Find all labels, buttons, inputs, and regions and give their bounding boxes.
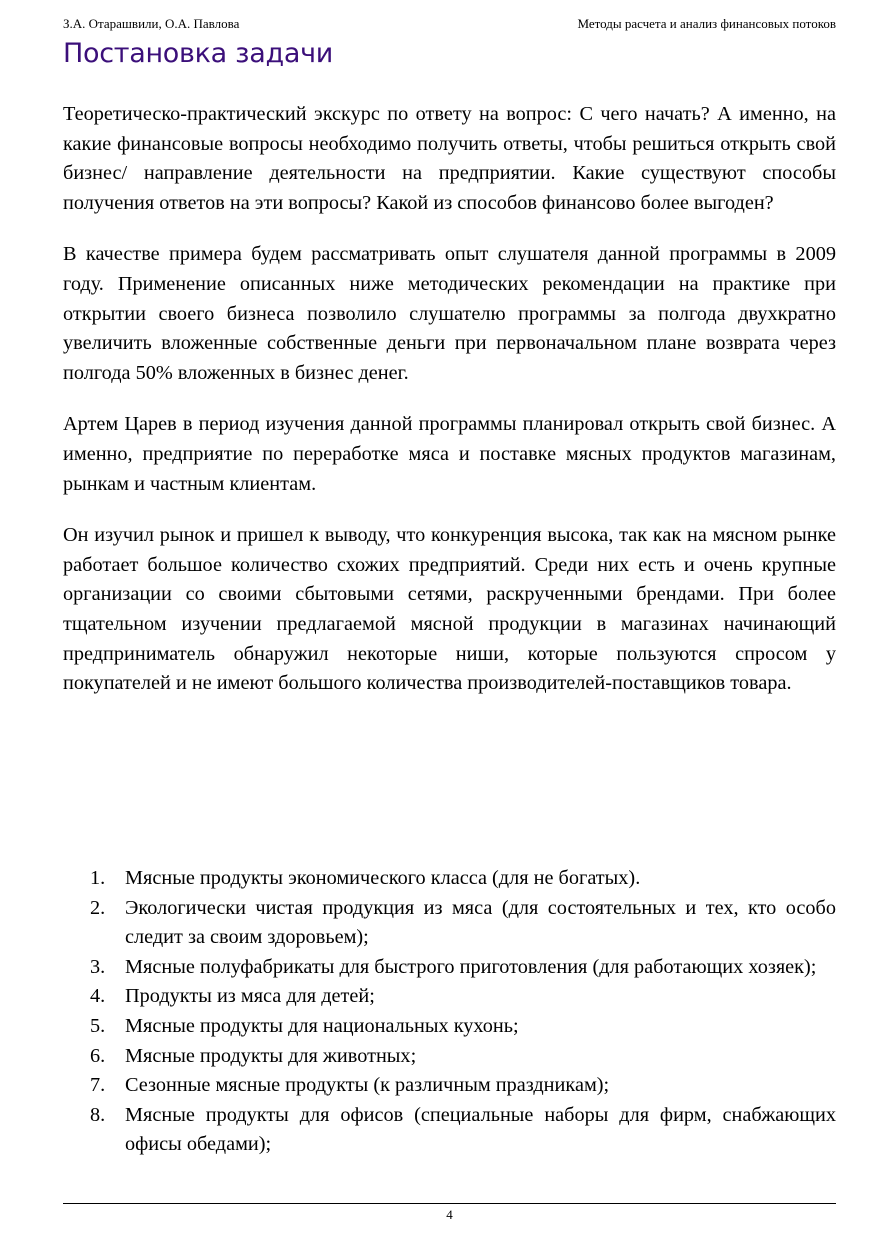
- list-item-number: 5.: [90, 1014, 106, 1037]
- list-item: [63, 1042, 836, 1072]
- page-number: 4: [446, 1207, 453, 1222]
- list-item: [63, 864, 836, 894]
- paragraph: Теоретическо-практический экскурс по ответу на вопрос: С чего начать? А именно, на какие финансовые вопросы необходимо получить ответы, чтобы решиться открыть свой бизнес/ направление деятельности на предприятии. Какие существуют способы получения ответов на эти вопросы? Какой из способов финансово более выгоден?: [63, 103, 836, 214]
- list-item-text: Мясные продукты для животных;: [125, 1044, 417, 1067]
- header-book-title: Методы расчета и анализ финансовых потоков: [577, 16, 836, 31]
- paragraph: Он изучил рынок и пришел к выводу, что конкуренция высока, так как на мясном рынке работает большое количество схожих предприятий. Среди них есть и очень крупные организации со своими сбытовыми сетями, раскрученными брендами. При более тщательном изучении предлагаемой мясной продукции в магазинах начинающий предприниматель обнаружил некоторые ниши, которые пользуются спросом у покупателей и не имеют большого количества производителей-поставщиков товара.: [63, 524, 836, 695]
- list-item-number: 6.: [90, 1044, 106, 1067]
- footer-divider: [63, 1203, 836, 1204]
- list-item: [63, 953, 836, 983]
- list-item: [63, 1071, 836, 1101]
- list-item-number: 2.: [90, 896, 106, 919]
- list-item-number: 1.: [90, 867, 106, 889]
- list-item: [63, 894, 836, 953]
- list-item: [63, 1012, 836, 1042]
- list-item-text: Экологически чистая продукция из мяса (для состоятельных и тех, кто особо следит за своим здоровьем);: [125, 896, 836, 949]
- list-item-number: 4.: [90, 985, 106, 1008]
- list-item-number: 3.: [90, 955, 106, 978]
- list-item-text: Продукты из мяса для детей;: [125, 985, 375, 1008]
- list-item-number: 8.: [90, 1103, 106, 1126]
- page-header: [63, 16, 836, 36]
- list-item-text: Сезонные мясные продукты (к различным праздникам);: [125, 1074, 610, 1097]
- list-item: [63, 1101, 836, 1160]
- list-item-number: 7.: [90, 1074, 106, 1097]
- list-item: [63, 982, 836, 1012]
- body-text: [63, 100, 836, 721]
- list-item-text: Мясные продукты для офисов (специальные наборы для фирм, снабжающих офисы обедами);: [125, 1103, 836, 1156]
- document-page: [63, 0, 836, 1241]
- list-item-text: Мясные продукты экономического класса (для не богатых).: [125, 867, 641, 889]
- niche-list: [63, 864, 836, 1160]
- header-authors: З.А. Отарашвили, О.А. Павлова: [63, 16, 240, 31]
- section-title: Постановка задачи: [63, 38, 333, 69]
- paragraph: В качестве примера будем рассматривать опыт слушателя данной программы в 2009 году. Применение описанных ниже методических рекомендации на практике при открытии своего бизнеса позволило слушателю программы за полгода двухкратно увеличить вложенные собственные деньги при первоначальном плане возврата через полгода 50% вложенных в бизнес денег.: [63, 243, 836, 384]
- paragraph: Артем Царев в период изучения данной программы планировал открыть свой бизнес. А именно, предприятие по переработке мяса и поставке мясных продуктов магазинам, рынкам и частным клиентам.: [63, 413, 836, 495]
- list-item-text: Мясные продукты для национальных кухонь;: [125, 1014, 519, 1037]
- list-item-text: Мясные полуфабрикаты для быстрого приготовления (для работающих хозяек);: [125, 955, 817, 978]
